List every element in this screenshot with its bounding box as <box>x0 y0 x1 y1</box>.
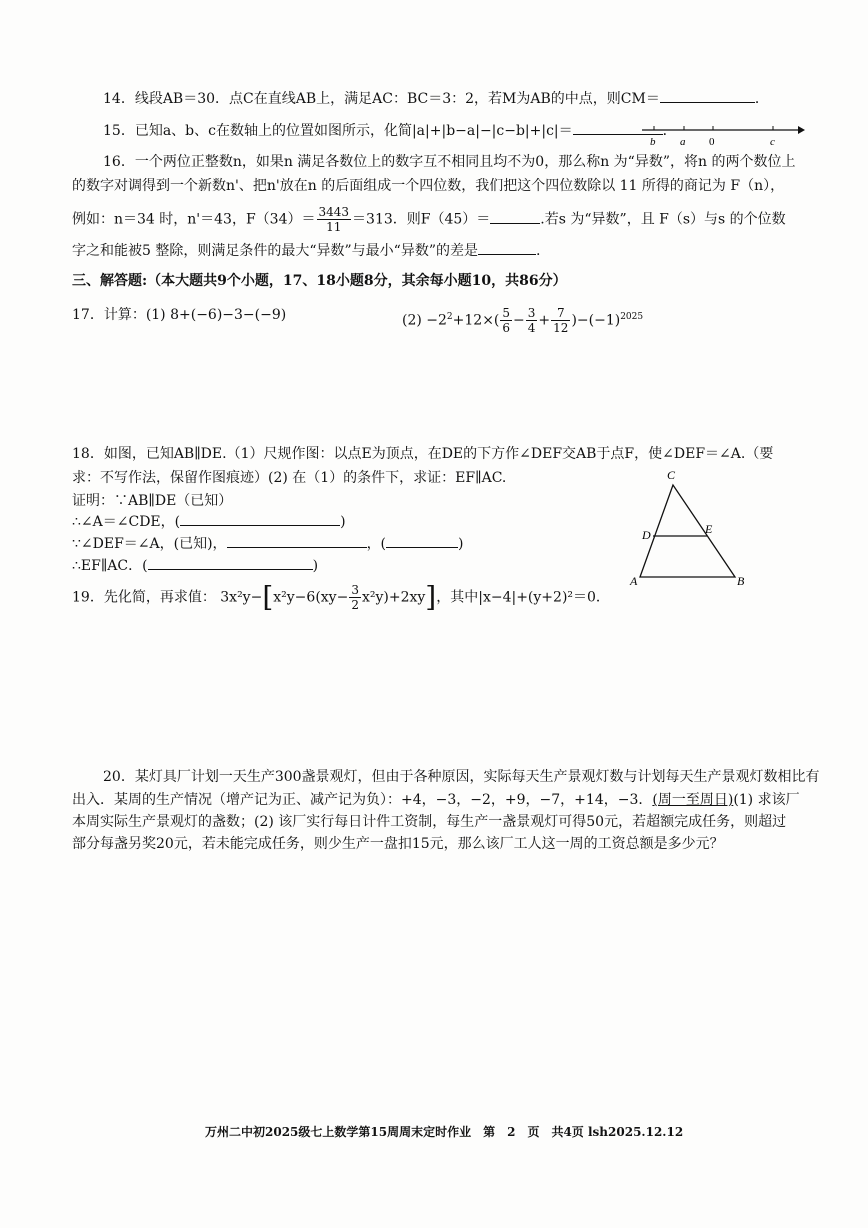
vertex-e-label: E <box>705 522 713 536</box>
question-20-line4: 部分每盏另奖20元，若未能完成任务，则少生产一盘扣15元，那么该厂工人这一周的工资总额是多少元？ <box>72 836 724 852</box>
question-18-line2: 求：不写作法，保留作图痕迹）(2) 在（1）的条件下，求证：EF∥AC. <box>72 470 507 486</box>
proof-reason-blank-1[interactable] <box>180 511 340 526</box>
numberline-label-c: c <box>770 136 775 148</box>
question-16-line1: 16．一个两位正整数n，如果n 满足各数位上的数字互不相同且均不为0，那么称n 为“异数”，将n 的两个数位上 <box>103 154 796 170</box>
triangle-figure <box>625 467 765 592</box>
question-16-line2: 的数字对调得到一个新数n'、把n'放在n 的后面组成一个四位数，我们把这个四位数除以 11 所得的商记为 F（n）， <box>72 178 785 194</box>
question-19: 19．先化简，再求值： 3x²y−[x²y−6(xy− $\frac{3}{2}$ x²y)+2xy]，其中|x−4|+(y+2)²＝0． <box>72 580 610 614</box>
proof-reason-blank-2[interactable] <box>386 533 458 548</box>
vertex-b-label: B <box>737 574 745 588</box>
question-20-line2: 出入．某周的生产情况（增产记为正、减产记为负）：+4，−3，−2，+9，−7，+14，−3．(周一至周日)(1) 求该厂 <box>72 792 800 808</box>
number-line-figure <box>640 120 805 150</box>
question-17-part2: $(2) -2^2+12\times$( $\frac{5}{6}$ − $\frac{3}{4}$ + $\frac{7}{12}$ )$-(-1)^{2025}$ <box>402 306 644 335</box>
proof-line-1: 证明：∵AB∥DE（已知） <box>72 493 233 509</box>
proof-line-4: ∴EF∥AC．( ) <box>72 555 318 576</box>
proof-line-3: ∵∠DEF＝∠A，(已知)， ，( ) <box>72 533 464 554</box>
fraction-3443-over-11: $\frac{3443}{11}$ <box>318 205 350 234</box>
vertex-a-label: A <box>630 574 638 588</box>
vertex-d-label: D <box>642 528 651 542</box>
question-18-line1: 18．如图，已知AB∥DE.（1）尺规作图：以点E为顶点，在DE的下方作∠DEF交AB于点F，使∠DEF＝∠A.（要 <box>72 446 774 462</box>
section-3-heading: 三、解答题:（本大题共9个小题，17、18小题8分，其余每小题10，共86分） <box>72 273 567 289</box>
numberline-label-b: b <box>650 136 656 148</box>
numberline-label-0: 0 <box>709 136 715 148</box>
question-14: 14．线段AB＝30．点C在直线AB上，满足AC：BC＝3：2，若M为AB的中点，则CM＝ ． <box>103 88 769 109</box>
question-16-line4: 字之和能被5 整除，则满足条件的最大“异数”与最小“异数”的差是 . <box>72 240 540 261</box>
proof-line-2: ∴∠A＝∠CDE，( ) <box>72 511 346 532</box>
numberline-label-a: a <box>680 136 686 148</box>
q14-text: 14．线段AB＝30．点C在直线AB上，满足AC：BC＝3：2，若M为AB的中点，则CM＝ <box>103 91 660 107</box>
q16-answer-blank-1[interactable] <box>490 209 540 224</box>
q16-answer-blank-2[interactable] <box>478 240 536 255</box>
vertex-c-label: C <box>667 468 676 482</box>
proof-statement-blank[interactable] <box>227 533 367 548</box>
week-range-underlined: (周一至周日) <box>652 792 734 808</box>
proof-reason-blank-3[interactable] <box>148 555 313 570</box>
question-20-line1: 20．某灯具厂计划一天生产300盏景观灯，但由于各种原因，实际每天生产景观灯数与计划每天生产景观灯数相比有 <box>103 769 820 785</box>
question-17-part1: 17．计算：(1) 8+(−6)−3−(−9) <box>72 307 287 323</box>
q15-text: 15．已知a、b、c在数轴上的位置如图所示，化简|a|+|b−a|−|c−b|+|c|＝ <box>103 123 573 139</box>
page-footer: 万州二中初2025级七上数学第15周周末定时作业 第 2 页 共4页 lsh2025.12.12 <box>205 1125 684 1139</box>
question-15: 15．已知a、b、c在数轴上的位置如图所示，化简|a|+|b−a|−|c−b|+|c|＝ ． <box>103 120 677 141</box>
q14-answer-blank[interactable] <box>660 88 755 103</box>
question-20-line3: 本周实际生产景观灯的盏数；(2) 该厂实行每日计件工资制，每生产一盏景观灯可得50元，若超额完成任务，则超过 <box>72 814 787 830</box>
question-16-line3: 例如：n＝34 时，n'＝43，F（34）＝ $\frac{3443}{11}$ ＝313．则F（45）＝ .若s 为“异数”，且 F（s）与s 的个位数 <box>72 205 786 234</box>
